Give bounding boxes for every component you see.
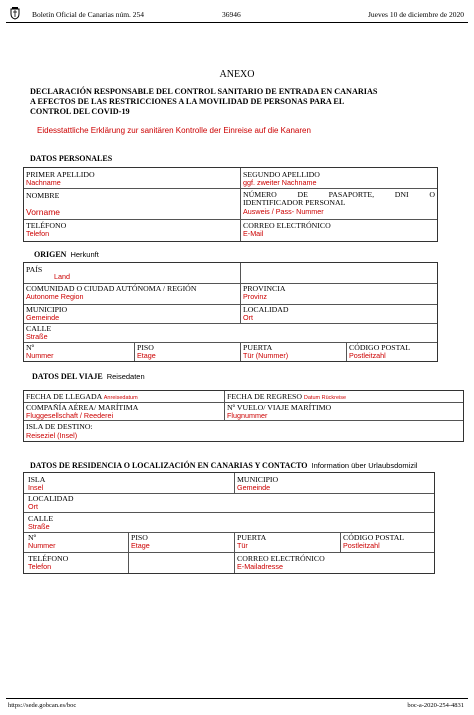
residence-number-translation: Nummer [28, 541, 56, 550]
origin-number-label: Nº [26, 343, 35, 352]
island-translation: Insel [28, 483, 44, 492]
publication-name: Boletín Oficial de Canarias núm. 254 [32, 10, 145, 19]
phone-label: TELÉFONO [26, 221, 67, 230]
arrival-label: FECHA DE LLEGADA Anreisedatum [26, 392, 138, 401]
residence-street-label: CALLE [28, 514, 54, 523]
page-number: 36946 [222, 10, 241, 19]
residence-locality-label: LOCALIDAD [28, 494, 74, 503]
first-surname-label: PRIMER APELLIDO [26, 170, 95, 179]
origin-table [23, 262, 438, 362]
footer-rule [6, 698, 468, 699]
residence-phone-label: TELÉFONO [28, 554, 69, 563]
province-label: PROVINCIA [243, 284, 286, 293]
residence-email-translation: E-Mailadresse [237, 562, 283, 571]
province-translation: Provinz [243, 292, 267, 301]
residence-table [23, 472, 435, 574]
destination-label: ISLA DE DESTINO: [26, 422, 93, 431]
flight-label: Nº VUELO/ VIAJE MARÍTIMO [227, 403, 332, 412]
origin-street-translation: Straße [26, 332, 48, 341]
residence-floor-translation: Etage [131, 541, 150, 550]
name-label: NOMBRE [26, 191, 60, 200]
residence-municipality-translation: Gemeinde [237, 483, 271, 492]
return-label: FECHA DE REGRESO Datum Rückreise [227, 392, 347, 401]
origin-postal-translation: Postleitzahl [349, 351, 386, 360]
residence-phone-translation: Telefon [28, 562, 52, 571]
community-label: COMUNIDAD O CIUDAD AUTÓNOMA / REGIÓN [26, 284, 197, 293]
email-label: CORREO ELECTRÓNICO [243, 221, 331, 230]
trip-table [23, 390, 464, 442]
footer-url-link[interactable]: https://sede.gobcan.es/boc [8, 702, 77, 709]
second-surname-translation: ggf. zweiter Nachname [243, 178, 317, 187]
origin-floor-translation: Etage [137, 351, 156, 360]
coat-of-arms-icon [8, 6, 22, 20]
section-residence-heading: DATOS DE RESIDENCIA O LOCALIZACIÓN EN CANARIAS Y CONTACTO Information über Urlaubsdomizil [30, 461, 418, 470]
residence-municipality-label: MUNICIPIO [237, 475, 279, 484]
section-trip-heading: DATOS DEL VIAJE Reisedaten [32, 372, 145, 381]
passport-label-line2: IDENTIFICADOR PERSONAL [243, 198, 346, 207]
section-personal-heading: DATOS PERSONALES [30, 154, 113, 163]
residence-floor-label: PISO [131, 533, 148, 542]
residence-postal-translation: Postleitzahl [343, 541, 380, 550]
header-rule [6, 22, 468, 23]
origin-municipality-label: MUNICIPIO [26, 305, 68, 314]
origin-street-label: CALLE [26, 324, 52, 333]
flight-translation: Flugnummer [227, 411, 268, 420]
residence-street-translation: Straße [28, 522, 50, 531]
publication-date: Jueves 10 de diciembre de 2020 [367, 10, 464, 19]
residence-email-label: CORREO ELECTRÓNICO [237, 554, 325, 563]
origin-municipality-translation: Gemeinde [26, 313, 60, 322]
footer-document-code: boc-a-2020-254-4831 [407, 702, 464, 709]
island-label: ISLA [28, 475, 46, 484]
residence-postal-label: CÓDIGO POSTAL [343, 533, 405, 542]
passport-translation: Ausweis / Pass- Nummer [243, 207, 324, 216]
destination-translation: Reiseziel (Insel) [26, 431, 78, 440]
country-label: PAÍS [26, 265, 43, 274]
country-translation: Land [54, 272, 70, 281]
name-translation: Vorname [26, 207, 61, 217]
second-surname-label: SEGUNDO APELLIDO [243, 170, 320, 179]
company-translation: Fluggesellschaft / Reederei [26, 411, 114, 420]
origin-postal-label: CÓDIGO POSTAL [349, 343, 411, 352]
origin-door-translation: Tür (Nummer) [243, 351, 289, 360]
email-translation: E-Mail [243, 229, 264, 238]
first-surname-translation: Nachname [26, 178, 61, 187]
community-translation: Autonome Region [26, 292, 84, 301]
title-translation: Eidesstattliche Erklärung zur sanitären Kontrolle der Einreise auf die Kanaren [37, 126, 311, 135]
origin-locality-translation: Ort [243, 313, 253, 322]
origin-floor-label: PISO [137, 343, 154, 352]
origin-locality-label: LOCALIDAD [243, 305, 289, 314]
annex-label: ANEXO [219, 69, 255, 80]
origin-number-translation: Nummer [26, 351, 54, 360]
personal-data-table [23, 167, 438, 242]
residence-number-label: Nº [28, 533, 37, 542]
section-origin-heading: ORIGEN Herkunft [34, 250, 99, 259]
origin-door-label: PUERTA [243, 343, 273, 352]
residence-door-translation: Tür [237, 541, 248, 550]
residence-door-label: PUERTA [237, 533, 267, 542]
residence-locality-translation: Ort [28, 502, 38, 511]
phone-translation: Telefon [26, 229, 50, 238]
passport-label-line1: NÚMERO DE PASAPORTE, DNI O [243, 190, 435, 199]
company-label: COMPAÑÍA AÉREA/ MARÍTIMA [26, 403, 139, 412]
document-title: DECLARACIÓN RESPONSABLE DEL CONTROL SANITARIO DE ENTRADA EN CANARIAS A EFECTOS DE LAS RESTRICCIONES A LA MOVILIDAD DE PERSONAS PARA EL CONTROL DEL COVID-19 [30, 87, 378, 116]
